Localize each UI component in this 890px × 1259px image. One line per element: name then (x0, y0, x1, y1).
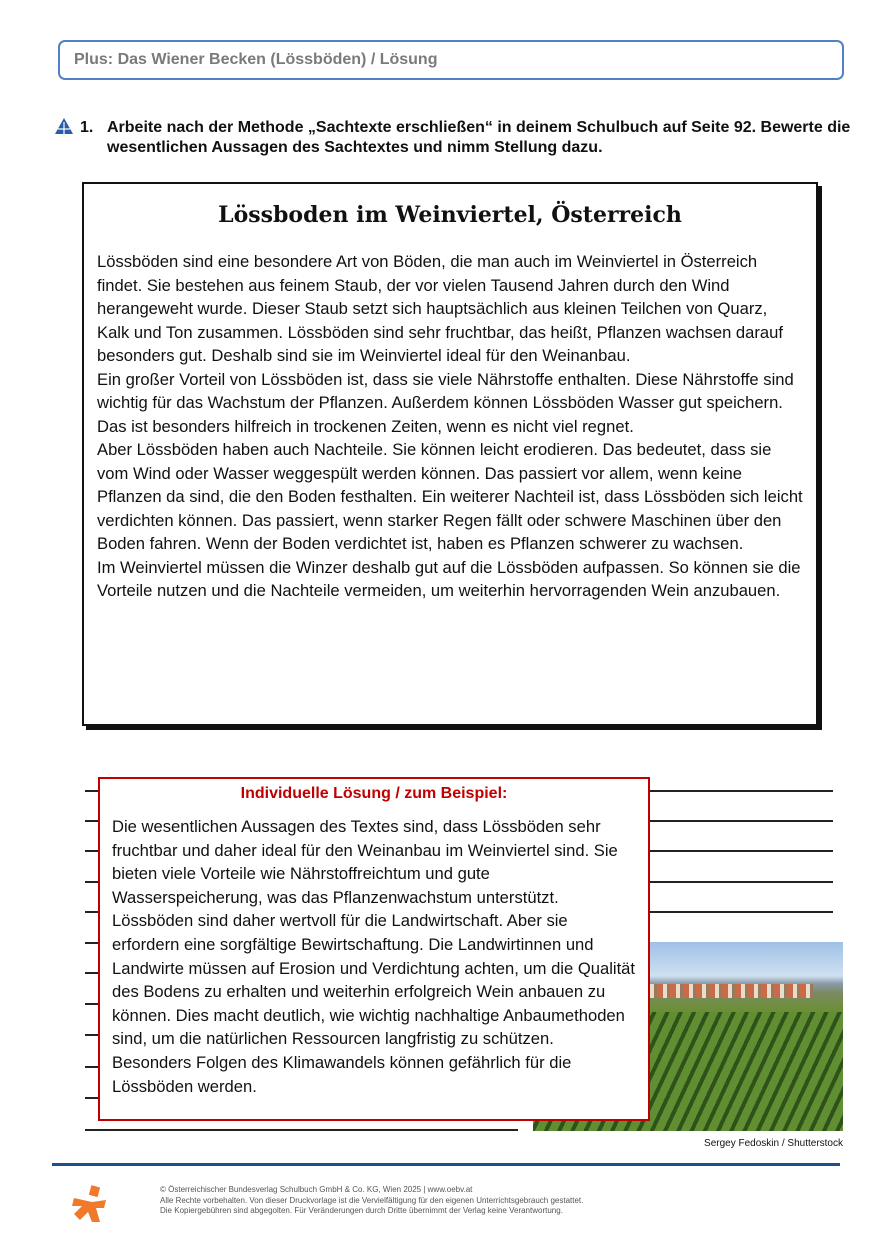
reading-text-box (82, 182, 818, 726)
solution-box (98, 777, 650, 1121)
footer-divider (52, 1163, 840, 1166)
worksheet-title: Plus: Das Wiener Becken (Lössböden) / Lösung (74, 51, 438, 68)
solution-body: Die wesentlichen Aussagen des Textes sind, dass Lössböden sehr fruchtbar und daher ideal für den Weinanbau im Weinviertel sind. Sie bieten viele Vorteile wie Nährstoffreichtum und gute Wasserspeicherung, was das Pflanzenwachstum unterstützt. Lössböden sind daher wertvoll für die Landwirtschaft. Aber sie erfordern eine sorgfältige Bewirtschaftung. Die Landwirtinnen und Landwirte müssen auf Erosion und Verdichtung achten, um die Qualität des Bodens zu erhalten und weiterhin erfolgreich Wein anbauen zu können. Dies macht deutlich, wie wichtig nachhaltige Anbaumethoden sind, um die natürlichen Ressourcen langfristig zu schützen. Besonders Folgen des Klimawandels können gefährlich für die Lössböden werden. (112, 817, 636, 1096)
task-number: 1. (80, 119, 94, 136)
photo-credit: Sergey Fedoskin / Shutterstock (704, 1138, 843, 1149)
blue-triangle-level-icon (55, 118, 73, 134)
oebv-logo-icon (70, 1184, 110, 1224)
footer-fees: Die Kopiergebühren sind abgegolten. Für Veränderungen durch Dritte übernimmt der Verlag keine Verantwortung. (160, 1206, 563, 1215)
footer-rights: Alle Rechte vorbehalten. Von dieser Druckvorlage ist die Vervielfältigung für den eigenen Unterrichtsgebrauch gestattet. (160, 1195, 584, 1205)
reading-title: Lössboden im Weinviertel, Österreich (218, 202, 682, 228)
writing-line (85, 1129, 518, 1131)
worksheet-header (58, 40, 844, 80)
solution-title: Individuelle Lösung / zum Beispiel: (240, 785, 508, 802)
footer-copyright: © Österreichischer Bundesverlag Schulbuch GmbH & Co. KG, Wien 2025 | www.oebv.at (160, 1185, 473, 1194)
task-instruction: Arbeite nach der Methode „Sachtexte erschließen“ in deinem Schulbuch auf Seite 92. Bewerte die wesentlichen Aussagen des Sachtextes und nimm Stellung dazu. (107, 119, 851, 156)
reading-body: Lössböden sind eine besondere Art von Böden, die man auch im Weinviertel in Österreich findet. Sie bestehen aus feinem Staub, der vor vielen Tausend Jahren durch den Wind herangeweht wurde. Dieser Staub setzt sich hauptsächlich aus kleinen Teilchen von Quarz, Kalk und Ton zusammen. Lössböden sind sehr fruchtbar, das heißt, Pflanzen wachsen darauf besonders gut. Deshalb sind sie im Weinviertel ideal für den Weinanbau. Ein großer Vorteil von Lössböden ist, dass sie viele Nährstoffe enthalten. Diese Nährstoffe sind wichtig für das Wachstum der Pflanzen. Außerdem können Lössböden Wasser gut speichern. Das ist besonders hilfreich in trockenen Zeiten, wenn es nicht viel regnet. Aber Lössböden haben auch Nachteile. Sie können leicht erodieren. Das bedeutet, dass sie vom Wind oder Wasser weggespült werden können. Das passiert vor allem, wenn keine Pflanzen da sind, die den Boden festhalten. Ein weiterer Nachteil ist, dass Lössböden sich leicht verdichten können. Das passiert, wenn starker Regen fällt oder schwere Maschinen über den Boden fahren. Wenn der Boden verdichtet ist, haben es Pflanzen schwerer zu wachsen. Im Weinviertel müssen die Winzer deshalb gut auf die Lössböden aufpassen. So können sie die Vorteile nutzen und die Nachteile vermeiden, um weiterhin hervorragenden Wein anzubauen. (97, 252, 803, 600)
footer-text (160, 1185, 583, 1217)
